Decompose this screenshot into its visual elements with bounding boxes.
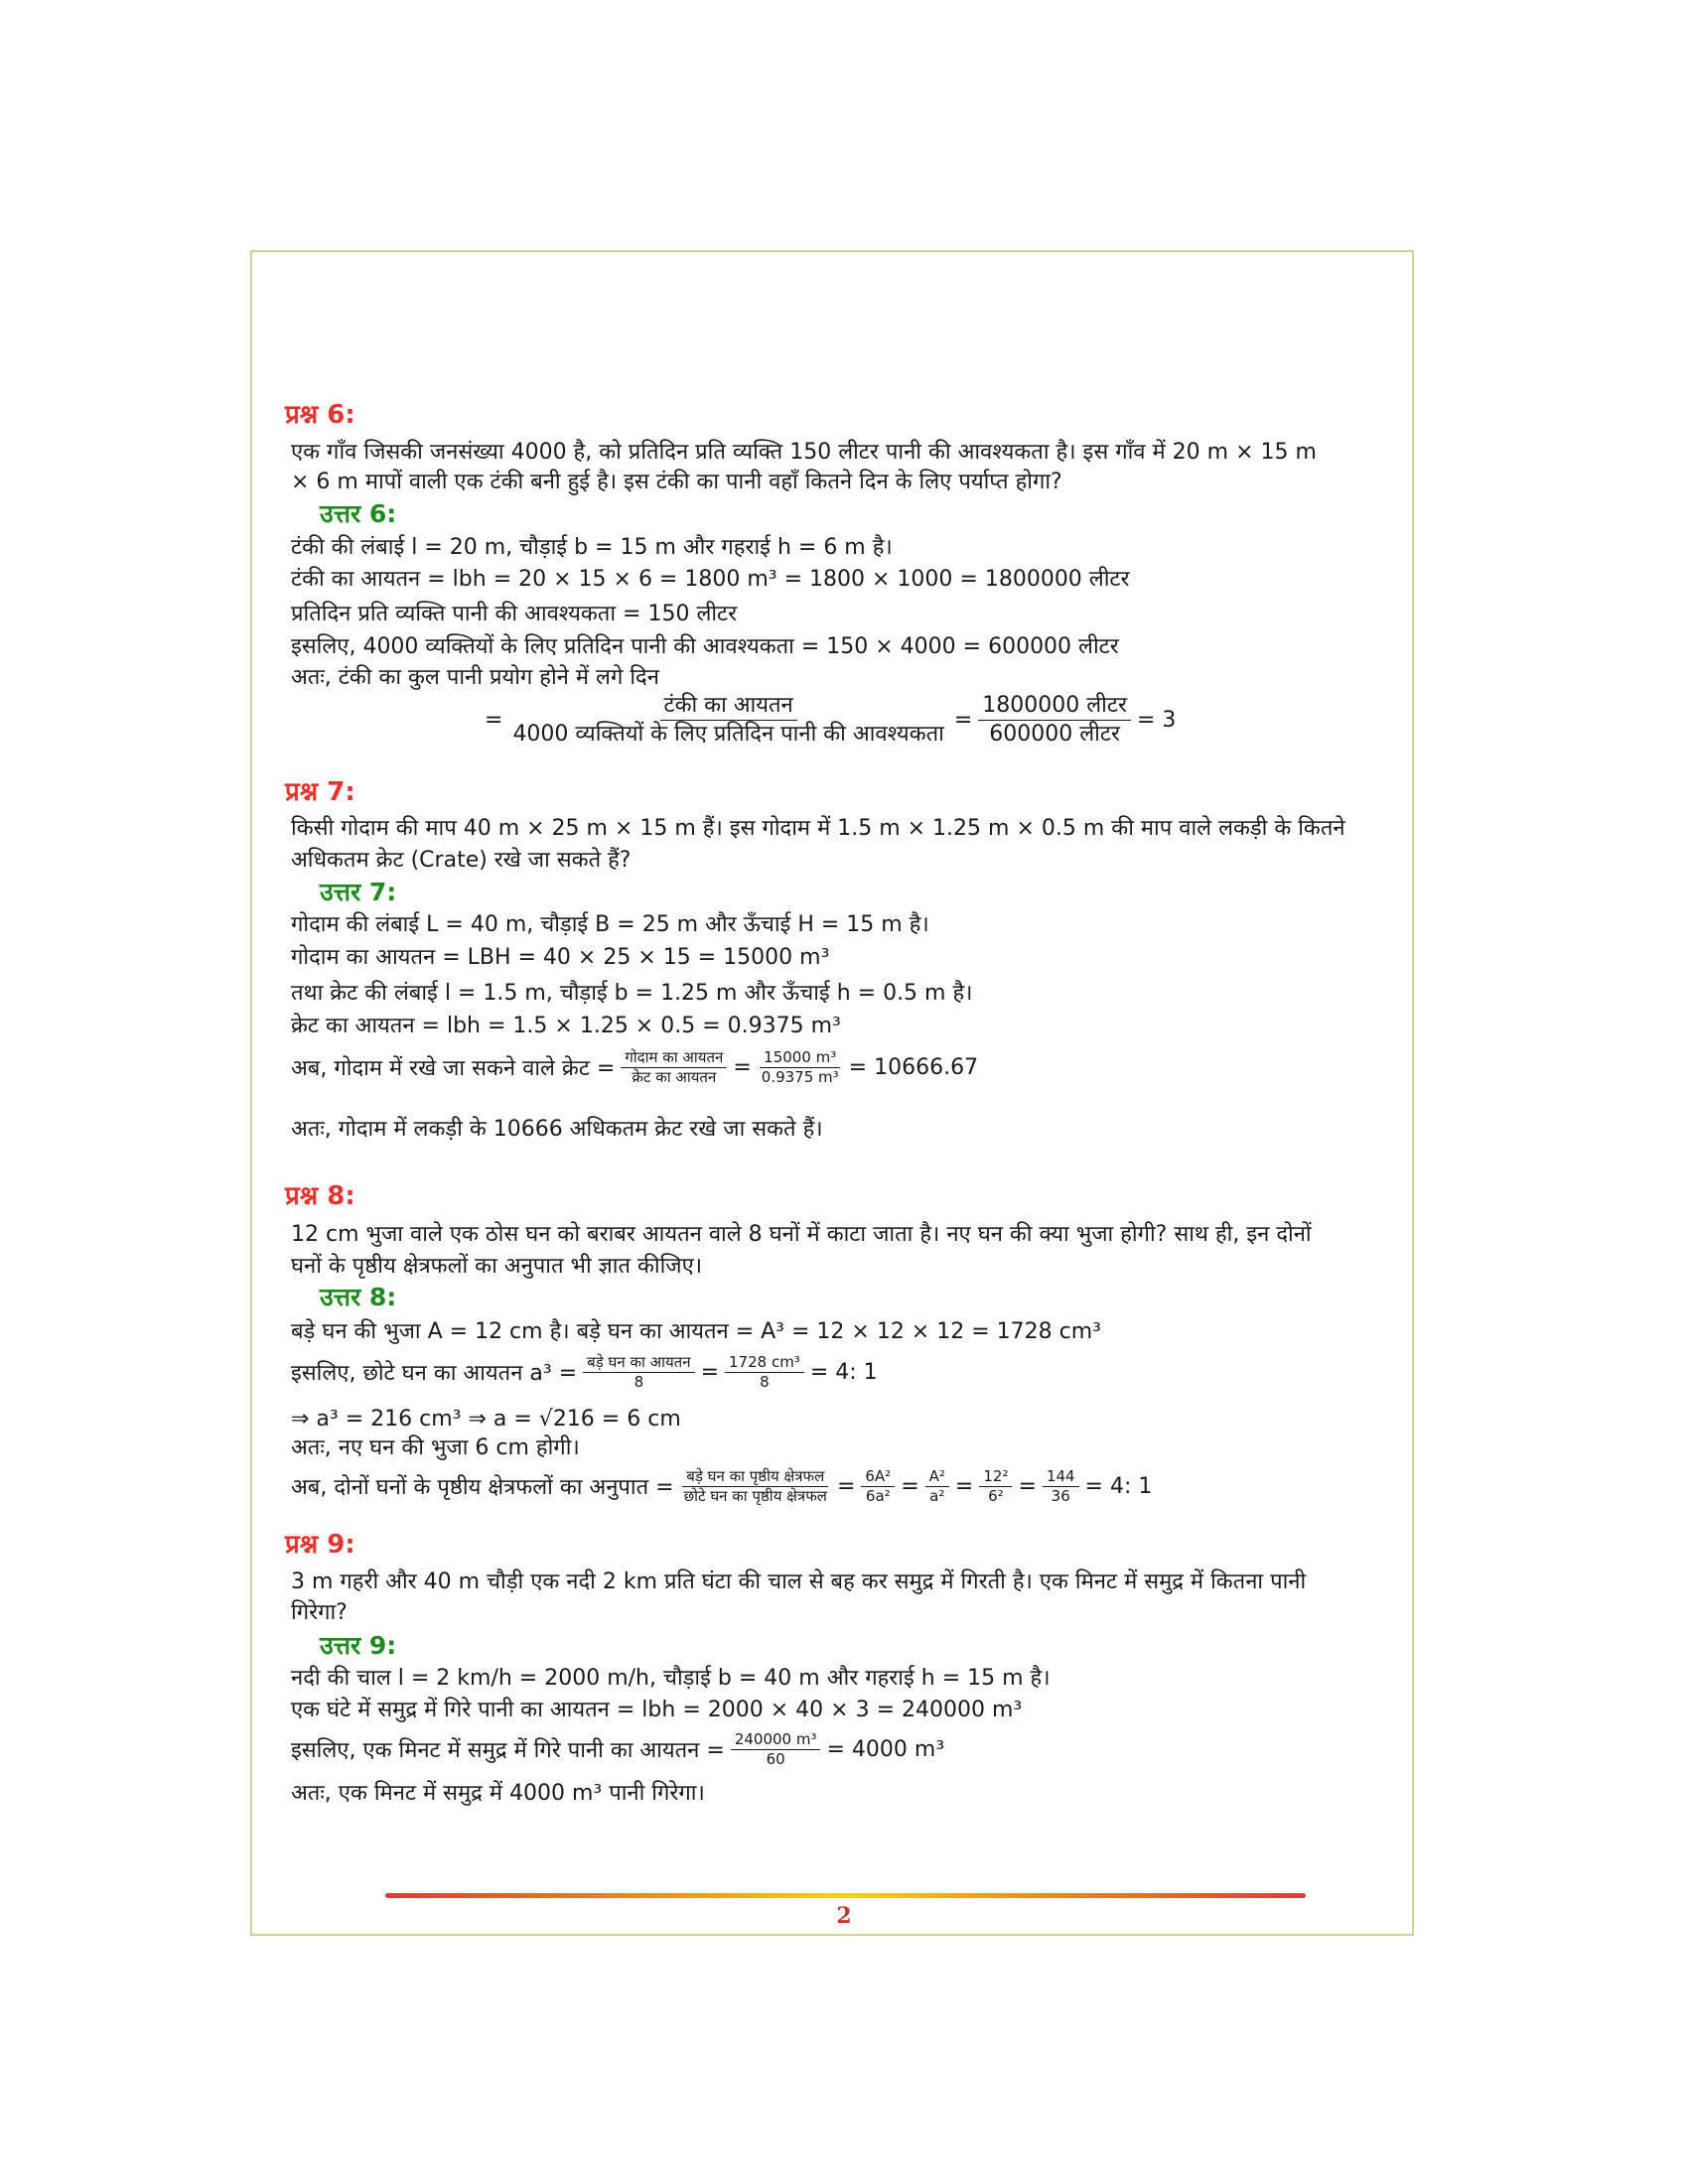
fraction-ratio-step-3 [979,1467,1012,1506]
answer-9-line-2: एक घंटे में समुद्र में गिरे पानी का आयतन = lbh = 2000 × 40 × 3 = 240000 m³ [291,1698,1023,1722]
fraction-volume-values [725,1353,804,1392]
question-7-text-line-2: अधिकतम क्रेट (Crate) रखे जा सकते हैं? [291,848,632,873]
fraction-denominator: छोटे घन का पृष्ठीय क्षेत्रफल [683,1486,827,1505]
answer-7-line-1: गोदाम की लंबाई L = 40 m, चौड़ाई B = 25 m और ऊँचाई H = 15 m है। [291,912,929,937]
fraction-denominator: 6² [988,1486,1004,1505]
fraction-numerator: 12² [979,1467,1012,1487]
equation-result: = 4: 1 [1084,1473,1153,1499]
answer-9-line-1: नदी की चाल l = 2 km/h = 2000 m/h, चौड़ाई b = 40 m और गहराई h = 15 m है। [291,1666,1051,1691]
answer-8-heading: उत्तर 8: [320,1283,397,1311]
fraction-minute-volume [731,1730,821,1769]
fraction-numerator: टंकी का आयतन [660,692,797,721]
answer-8-equation-ratio [291,1467,1152,1506]
fraction-denominator: 36 [1051,1486,1070,1505]
fraction-ratio-formula [680,1467,831,1506]
equation-lead-text: इसलिए, एक मिनट में समुद्र में गिरे पानी का आयतन = [291,1738,725,1764]
fraction-ratio-step-4 [1043,1467,1079,1506]
question-9-text-line-1: 3 m गहरी और 40 m चौड़ी एक नदी 2 km प्रति घंटा की चाल से बह कर समुद्र में गिरती है। एक मिनट में समुद्र में कितना पानी [291,1570,1307,1594]
question-9-heading: प्रश्न 9: [285,1530,355,1560]
question-6-text-line-1: एक गाँव जिसकी जनसंख्या 4000 है, को प्रतिदिन प्रति व्यक्ति 150 लीटर पानी की आवश्यकता है। इस गाँव में 20 m × 15 m [291,440,1317,465]
question-7-text-line-1: किसी गोदाम की माप 40 m × 25 m × 15 m हैं। इस गोदाम में 1.5 m × 1.25 m × 0.5 m की माप वाले लकड़ी के कितने [291,816,1345,841]
fraction-numerator: गोदाम का आयतन [621,1048,727,1068]
answer-9-heading: उत्तर 9: [320,1631,397,1660]
answer-6-line-1: टंकी की लंबाई l = 20 m, चौड़ाई b = 15 m और गहराई h = 6 m है। [291,535,893,560]
fraction-days-formula [508,692,947,748]
equation-result: = 4000 m³ [826,1736,945,1762]
fraction-numerator: 15000 m³ [760,1048,840,1068]
fraction-numerator: 1800000 लीटर [978,692,1131,721]
fraction-denominator: 6a² [865,1486,891,1505]
equation-equals: = [836,1473,856,1499]
answer-7-heading: उत्तर 7: [320,878,397,906]
question-7-heading: प्रश्न 7: [285,777,355,807]
fraction-denominator: 4000 व्यक्तियों के लिए प्रतिदिन पानी की आवश्यकता [512,721,944,747]
question-6-heading: प्रश्न 6: [285,400,355,430]
answer-7-line-4: क्रेट का आयतन = lbh = 1.5 × 1.25 × 0.5 = 0.9375 m³ [291,1014,841,1038]
answer-8-line-1: बड़े घन की भुजा A = 12 cm है। बड़े घन का आयतन = A³ = 12 × 12 × 12 = 1728 cm³ [291,1319,1101,1344]
fraction-numerator: 6A² [861,1467,895,1487]
fraction-numerator: 240000 m³ [731,1730,821,1750]
fraction-denominator: 600000 लीटर [989,721,1120,747]
equation-equals: = [1018,1473,1037,1499]
page-number: 2 [836,1903,852,1929]
answer-9-equation [291,1730,944,1769]
fraction-denominator: 8 [760,1372,770,1391]
equation-lead-text: अब, दोनों घनों के पृष्ठीय क्षेत्रफलों का अनुपात = [291,1475,674,1501]
answer-7-line-3: तथा क्रेट की लंबाई l = 1.5 m, चौड़ाई b = 1.25 m और ऊँचाई h = 0.5 m है। [291,981,973,1006]
answer-9-conclusion: अतः, एक मिनट में समुद्र में 4000 m³ पानी गिरेगा। [291,1781,705,1806]
equation-lead-text: इसलिए, छोटे घन का आयतन a³ = [291,1361,578,1387]
equation-result: = 10666.67 [848,1054,979,1080]
equation-equals: = [700,1359,719,1385]
answer-7-conclusion: अतः, गोदाम में लकड़ी के 10666 अधिकतम क्रेट रखे जा सकते हैं। [291,1117,823,1142]
answer-8-line-4: अतः, नए घन की भुजा 6 cm होगी। [291,1435,580,1460]
fraction-denominator: क्रेट का आयतन [632,1067,717,1086]
answer-6-heading: उत्तर 6: [320,499,397,528]
fraction-numerator: 1728 cm³ [725,1353,804,1373]
equation-equals: = [485,707,503,733]
question-9-text-line-2: गिरेगा? [291,1600,348,1625]
fraction-days-values [978,692,1131,748]
fraction-ratio-step-2 [925,1467,949,1506]
fraction-numerator: बड़े घन का आयतन [583,1353,694,1373]
answer-7-equation [291,1048,978,1087]
fraction-denominator: 60 [766,1749,785,1768]
question-6-text-line-2: × 6 m मापों वाली एक टंकी बनी हुई है। इस टंकी का पानी वहाँ कितने दिन के लिए पर्याप्त होगा? [291,470,1062,494]
fraction-denominator: 8 [633,1372,644,1391]
answer-6-line-5: अतः, टंकी का कुल पानी प्रयोग होने में लगे दिन [291,665,659,690]
answer-6-line-2: टंकी का आयतन = lbh = 20 × 15 × 6 = 1800 m³ = 1800 × 1000 = 1800000 लीटर [291,567,1130,592]
equation-equals: = [901,1473,919,1499]
equation-equals: = [733,1054,752,1080]
footer-divider [385,1893,1306,1898]
fraction-denominator: a² [929,1486,945,1505]
equation-result: = 3 [1136,707,1177,733]
equation-equals: = [954,1473,974,1499]
answer-7-line-2: गोदाम का आयतन = LBH = 40 × 25 × 15 = 15000 m³ [291,945,830,970]
answer-8-equation-volume [291,1353,878,1392]
fraction-numerator: बड़े घन का पृष्ठीय क्षेत्रफल [682,1467,828,1487]
fraction-crate-formula [621,1048,727,1087]
fraction-denominator: 0.9375 m³ [761,1067,839,1086]
equation-lead-text: अब, गोदाम में रखे जा सकने वाले क्रेट = [291,1056,616,1082]
fraction-volume-formula [583,1353,694,1392]
fraction-numerator: 144 [1043,1467,1079,1487]
answer-8-line-3: ⇒ a³ = 216 cm³ ⇒ a = √216 = 6 cm [291,1407,681,1432]
question-8-text-line-1: 12 cm भुजा वाले एक ठोस घन को बराबर आयतन वाले 8 घनों में काटा जाता है। नए घन की क्या भुजा होगी? साथ ही, इन दोनों [291,1222,1312,1247]
fraction-ratio-step-1 [861,1467,895,1506]
answer-6-equation [485,692,1176,748]
question-8-heading: प्रश्न 8: [285,1181,355,1211]
fraction-crate-values [758,1048,843,1087]
question-8-text-line-2: घनों के पृष्ठीय क्षेत्रफलों का अनुपात भी ज्ञात कीजिए। [291,1254,703,1279]
answer-6-line-3: प्रतिदिन प्रति व्यक्ति पानी की आवश्यकता = 150 लीटर [291,602,738,626]
equation-equals: = [953,707,973,733]
answer-6-line-4: इसलिए, 4000 व्यक्तियों के लिए प्रतिदिन पानी की आवश्यकता = 150 × 4000 = 600000 लीटर [291,634,1119,659]
equation-result: = 4: 1 [809,1359,878,1385]
fraction-numerator: A² [925,1467,949,1487]
